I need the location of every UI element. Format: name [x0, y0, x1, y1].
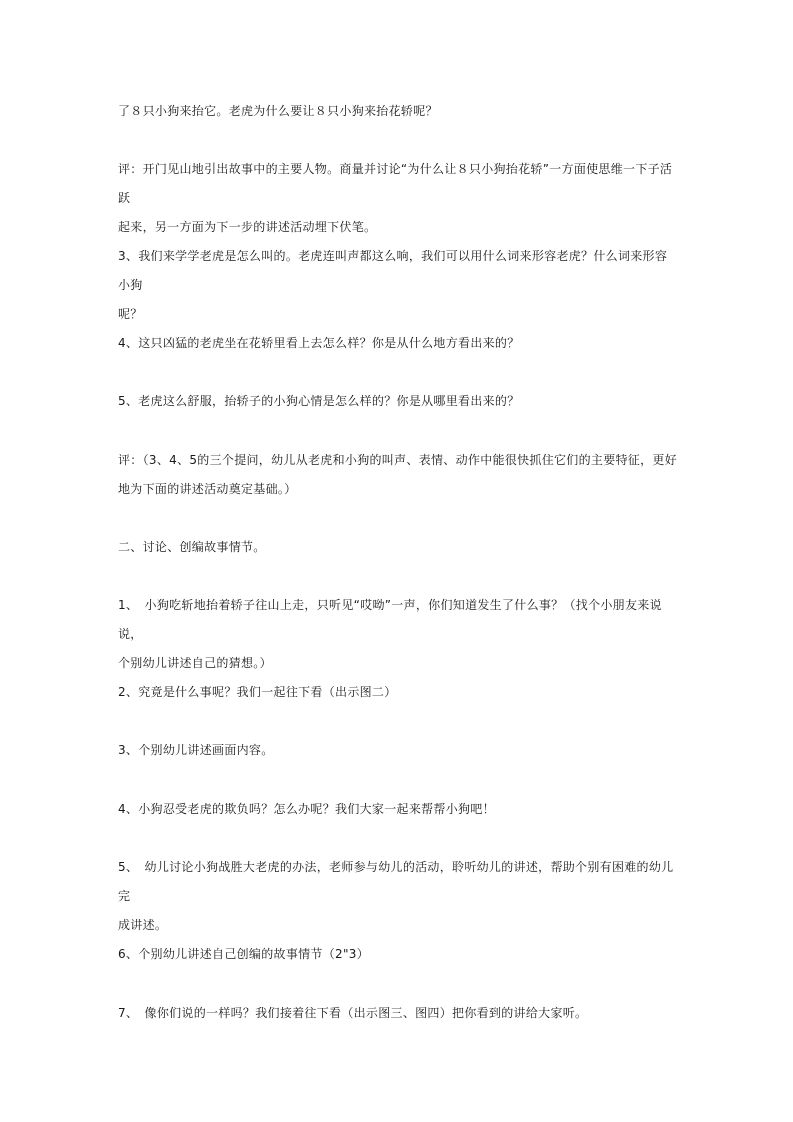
paragraph-line: 地为下面的讲述活动奠定基础。）: [118, 482, 297, 496]
paragraph-8: [118, 591, 678, 678]
paragraph-line: 3、个别幼儿讲述画面内容。: [118, 743, 274, 757]
paragraph-line: 2、究竟是什么事呢？我们一起往下看（出示图二）: [118, 685, 397, 699]
paragraph-line: 5、老虎这么舒服，抬轿子的小狗心情是怎么样的？你是从哪里看出来的？: [118, 394, 520, 408]
paragraph-11: [118, 795, 678, 824]
paragraph-line: 二、讨论、创编故事情节。: [118, 540, 266, 554]
paragraph-line: 成讲述。: [118, 918, 168, 932]
paragraph-12: [118, 853, 678, 940]
paragraph-line: 起来，另一方面为下一步的讲述活动埋下伏笔。: [118, 220, 377, 234]
paragraph-line: 了８只小狗来抬它。老虎为什么要让８只小狗来抬花轿呢？: [118, 104, 438, 118]
paragraph-13: [118, 940, 678, 969]
paragraph-line: 4、这只凶猛的老虎坐在花轿里看上去怎么样？你是从什么地方看出来的？: [118, 336, 520, 350]
paragraph-9: [118, 678, 678, 707]
paragraph-line: 6、个别幼儿讲述自己创编的故事情节（2"3）: [118, 947, 370, 961]
paragraph-line: 1、 小狗吃斩地抬着轿子往山上走，只听见“哎呦”一声，你们知道发生了什么事？（找个小朋友来说说，: [118, 598, 662, 641]
paragraph-1: [118, 97, 678, 126]
paragraph-line: 评：开门见山地引出故事中的主要人物。商量并讨论“为什么让８只小狗抬花轿”一方面使思维一下子活跃: [118, 162, 673, 205]
paragraph-line: 3、我们来学学老虎是怎么叫的。老虎连叫声都这么响，我们可以用什么词来形容老虎？什么词来形容小狗: [118, 249, 668, 292]
paragraph-line: 呢？: [118, 307, 143, 321]
paragraph-line: 评：（3、4、5的三个提问，幼儿从老虎和小狗的叫声、表情、动作中能很快抓住它们的主要特征，更好: [118, 453, 678, 467]
paragraph-line: 5、 幼儿讨论小狗战胜大老虎的办法，老师参与幼儿的活动，聆听幼儿的讲述，帮助个别有困难的幼儿完: [118, 860, 674, 903]
paragraph-4: [118, 329, 678, 358]
section-heading: [118, 533, 678, 562]
paragraph-5: [118, 387, 678, 416]
paragraph-10: [118, 736, 678, 765]
paragraph-3: [118, 242, 678, 329]
paragraph-2: [118, 155, 678, 242]
paragraph-line: 7、 像你们说的一样吗？我们接着往下看（出示图三、图四）把你看到的讲给大家听。: [118, 1006, 588, 1020]
paragraph-line: 个别幼儿讲述自己的猜想。）: [118, 656, 272, 670]
paragraph-line: 4、小狗忍受老虎的欺负吗？怎么办呢？我们大家一起来帮帮小狗吧！: [118, 802, 495, 816]
paragraph-6: [118, 446, 678, 504]
paragraph-14: [118, 999, 678, 1028]
